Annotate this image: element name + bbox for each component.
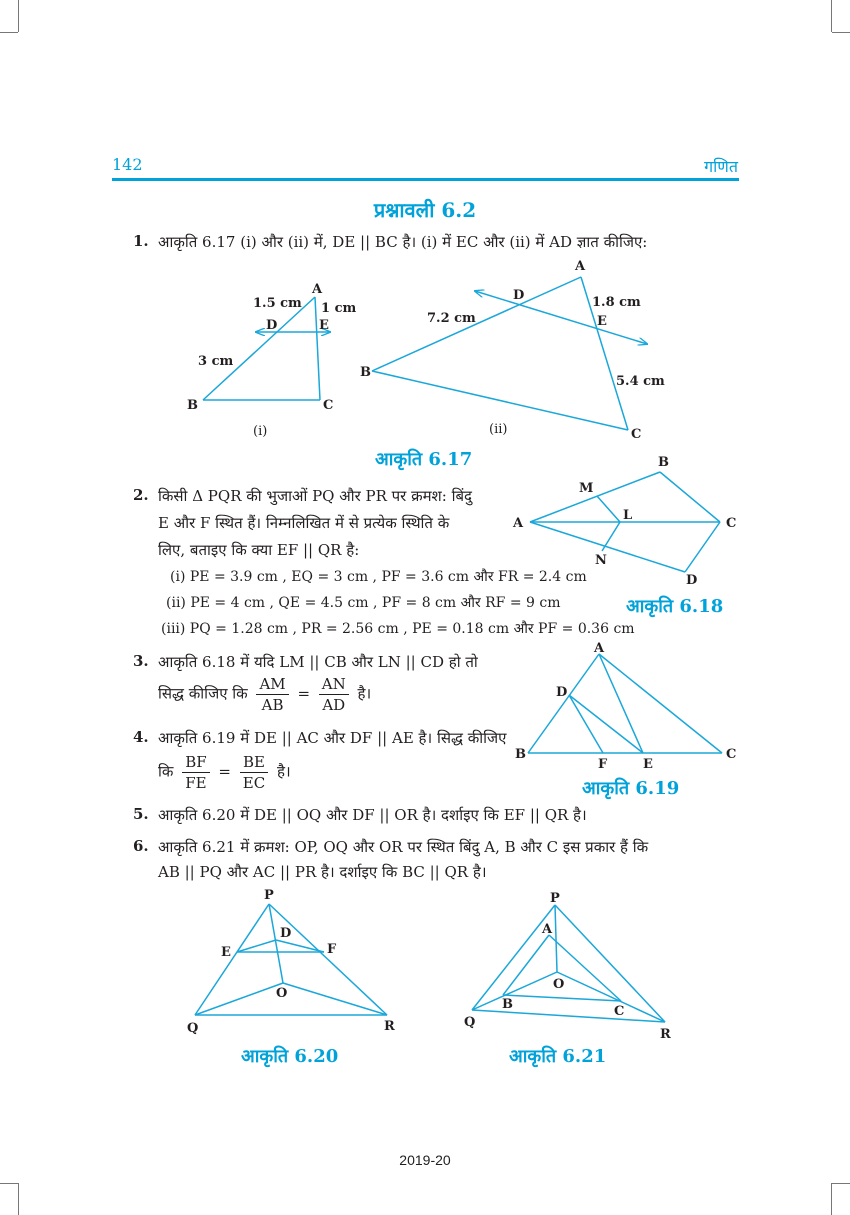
label-b: B [187,398,198,413]
label-p: P [550,891,560,906]
label-p: P [264,888,274,903]
side-bc [660,472,720,522]
question-1-text: आकृति 6.17 (i) और (ii) में, DE || BC है। (i) में EC और (ii) में AD ज्ञात कीजिए: [158,233,648,251]
label-a: A [575,259,586,274]
fraction-denominator: EC [242,774,266,792]
equation-suffix: है। [276,762,291,781]
label-q: Q [464,1015,476,1030]
fraction [182,752,209,793]
equation-prefix: कि [158,762,174,781]
fraction-numerator: AN [319,674,349,695]
label-b: B [502,997,513,1012]
measure-label: 3 cm [198,354,234,369]
label-e: E [643,757,653,772]
question-number: 6. [133,837,149,855]
segment-ln [602,522,620,551]
side-ac [599,654,722,753]
label-d: D [513,288,525,303]
label-e: E [597,314,607,329]
label-d: D [280,926,292,941]
label-c: C [726,747,737,762]
question-4-line: आकृति 6.19 में DE || AC और DF || AE है। सिद्ध कीजिए [158,729,507,747]
label-d: D [686,573,698,588]
figure-caption: आकृति 6.21 [509,1046,607,1067]
label-f: F [327,942,337,957]
equation-prefix: सिद्ध कीजिए कि [158,684,248,703]
figure-caption: आकृति 6.20 [241,1046,339,1067]
fraction-numerator: BF [182,752,209,773]
label-a: A [542,922,553,937]
label-e: E [319,318,329,333]
label-b: B [360,365,371,380]
side-ac [315,297,320,400]
label-f: F [598,757,608,772]
measure-label: 1.5 cm [253,296,302,311]
label-b: B [658,455,669,470]
label-m: M [579,481,594,496]
sub-label: (i) [253,424,268,439]
side-pq [472,905,555,1010]
side-pq [195,904,269,1015]
fraction-denominator: AD [322,696,346,714]
page-number: 142 [112,155,143,174]
measure-label: 5.4 cm [616,374,665,389]
segment-ed [237,940,276,952]
label-e: E [221,945,231,960]
segment-de [569,695,643,753]
question-2-item: (i) PE = 3.9 cm , EQ = 3 cm , PF = 3.6 cm और FR = 2.4 cm [170,569,587,585]
question-number: 1. [133,232,149,250]
equation-suffix: है। [357,684,372,703]
figure-caption: आकृति 6.18 [626,596,724,617]
segment-qo [472,972,557,1010]
equals-sign: = [218,762,231,781]
figure-6-19 [528,654,722,753]
label-c: C [323,398,334,413]
figure-caption: आकृति 6.19 [582,778,680,799]
segment-bc [503,995,621,1001]
side-ba [528,654,599,753]
question-2-line: E और F स्थित हैं। निम्नलिखित में से प्रत्येक स्थिति के [158,514,450,532]
label-c: C [631,427,642,442]
question-6-line: AB || PQ और AC || PR है। दर्शाइए कि BC || QR है। [158,863,487,881]
page-footer: 2019-20 [399,1152,451,1168]
measure-label: 1 cm [321,301,357,316]
side-pr [555,905,665,1022]
fraction [256,674,288,715]
question-4-equation [158,752,291,793]
label-n: N [595,553,607,568]
label-b: B [515,747,526,762]
question-2-item: (iii) PQ = 1.28 cm , PR = 2.56 cm , PE = 0.18 cm और PF = 0.36 cm [161,621,635,637]
label-a: A [312,282,323,297]
question-2-line: लिए, बताइए कि क्या EF || QR है: [158,541,360,559]
question-number: 2. [133,486,149,504]
label-d: D [266,318,278,333]
fraction [319,674,349,715]
segment-qo [195,983,283,1015]
measure-label: 1.8 cm [592,295,641,310]
question-6-line: आकृति 6.21 में क्रमश: OP, OQ और OR पर स्थित बिंदु A, B और C इस प्रकार हैं कि [158,838,649,856]
question-number: 5. [133,805,149,823]
side-ab [530,472,660,522]
segment-po [555,905,557,972]
side-ab [203,297,315,400]
question-number: 4. [133,728,149,746]
label-a: A [594,641,605,656]
exercise-title: प्रश्नावली 6.2 [373,198,477,222]
label-c: C [614,1004,625,1019]
figure-caption: आकृति 6.17 [375,449,473,470]
question-number: 3. [133,652,149,670]
label-r: R [660,1027,671,1042]
segment-ae [599,654,643,753]
sub-label: (ii) [489,422,508,437]
side-da [530,522,685,572]
question-2-line: किसी Δ PQR की भुजाओं PQ और PR पर क्रमश: बिंदु [158,487,472,505]
question-3-line: आकृति 6.18 में यदि LM || CB और LN || CD हो तो [158,653,478,671]
segment-df [569,695,603,753]
side-cd [685,522,720,572]
label-q: Q [187,1021,199,1036]
segment-ro [283,983,387,1015]
label-d: D [556,685,568,700]
question-5-text: आकृति 6.20 में DE || OQ और DF || OR है। दर्शाइए कि EF || QR है। [158,806,587,824]
figure-6-21 [472,905,665,1022]
figure-6-17-i [203,297,330,400]
fraction-numerator: BE [240,752,268,773]
fraction-denominator: AB [261,696,284,714]
label-o: O [276,986,288,1001]
fraction [240,752,268,793]
fraction-denominator: FE [185,774,207,792]
equals-sign: = [297,684,311,703]
label-c: C [726,516,737,531]
segment-ro [557,972,665,1022]
segment-ml [597,496,620,522]
label-r: R [384,1019,395,1034]
measure-label: 7.2 cm [427,311,476,326]
question-3-equation [158,674,371,715]
question-2-item: (ii) PE = 4 cm , QE = 4.5 cm , PF = 8 cm और RF = 9 cm [166,595,561,611]
label-o: O [553,977,565,992]
segment-df [276,940,324,952]
label-a: A [513,516,524,531]
subject-name: गणित [704,157,738,176]
fraction-numerator: AM [256,674,288,695]
side-qr [472,1010,665,1022]
label-l: L [623,508,633,523]
